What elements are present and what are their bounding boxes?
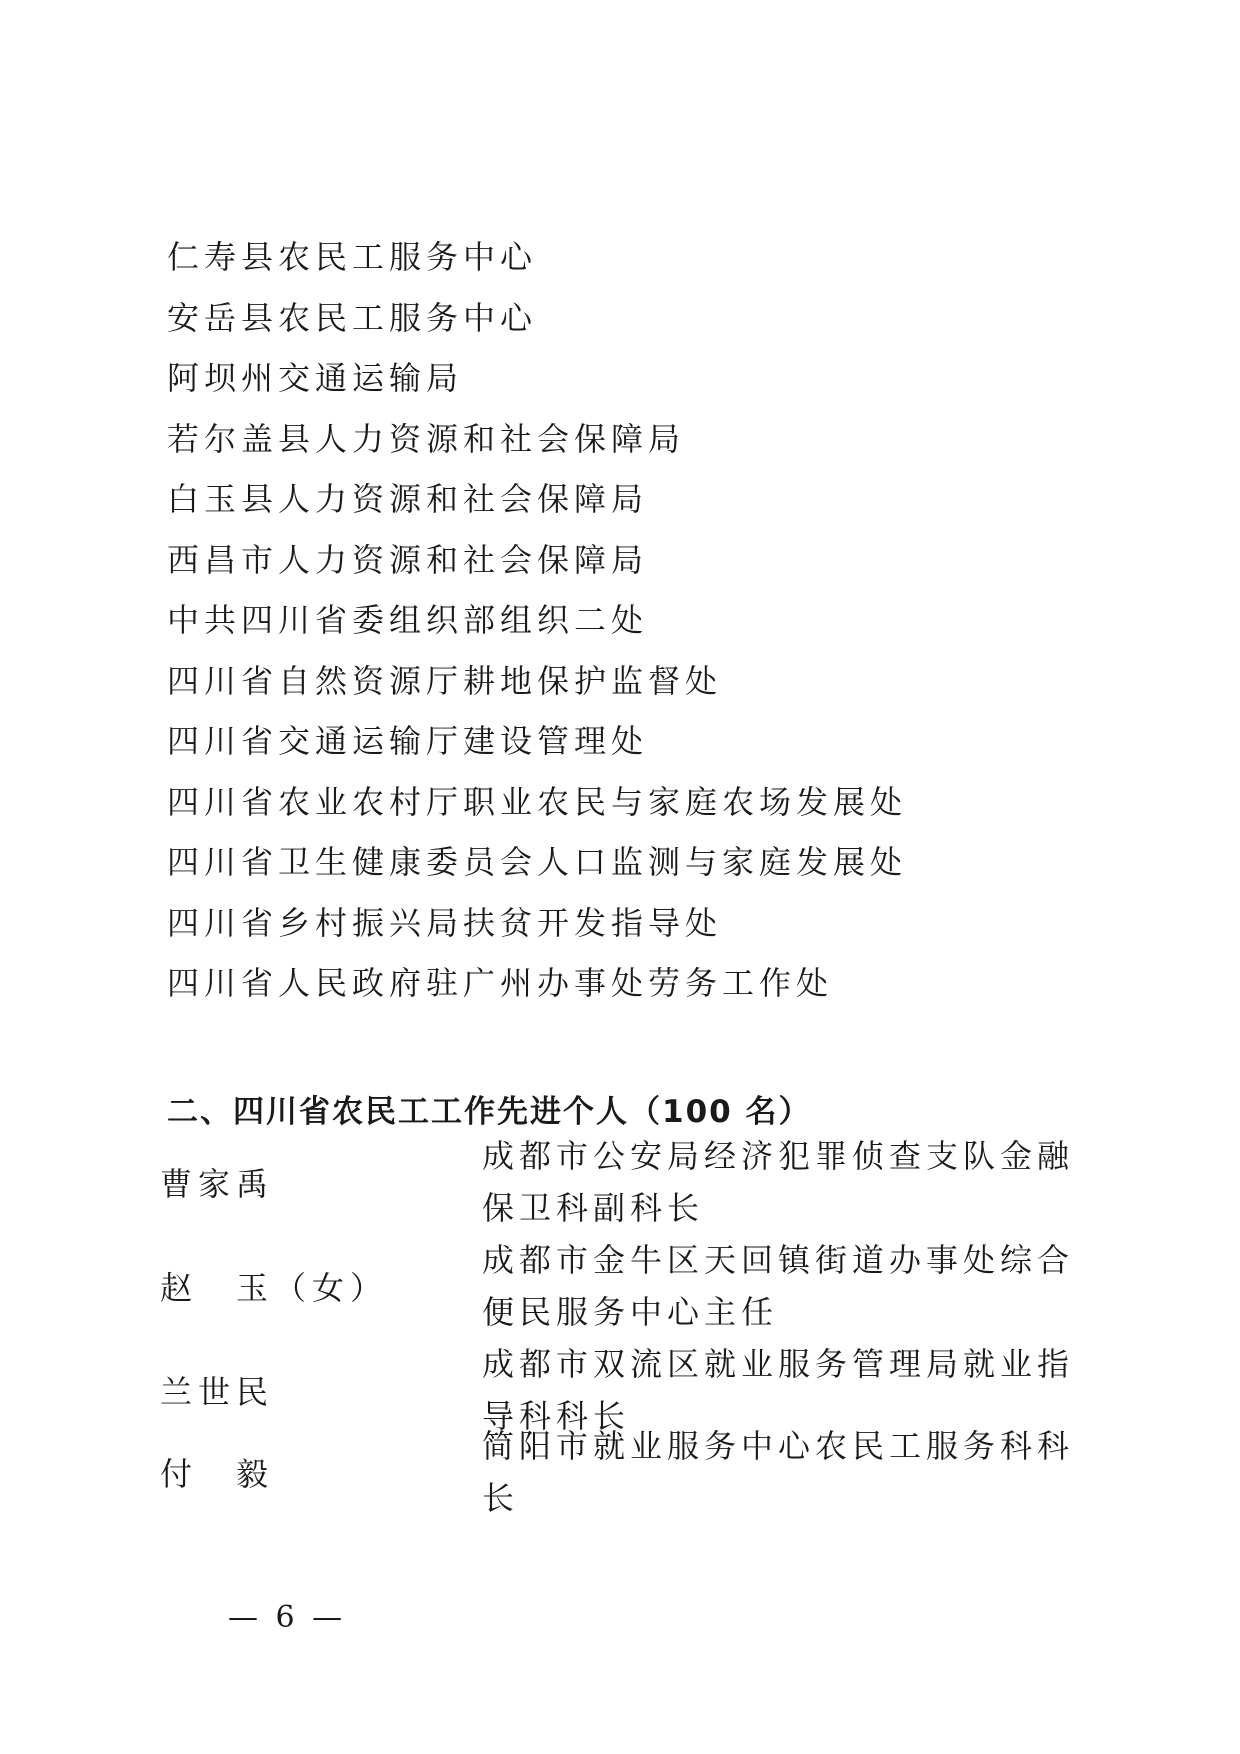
person-row [160,1234,1110,1338]
person-title: 成都市公安局经济犯罪侦查支队金融保卫科副科长 [482,1137,1075,1227]
org-item: 四川省人民政府驻广州办事处劳务工作处 [167,964,834,1002]
org-item: 四川省农业农村厅职业农民与家庭农场发展处 [167,782,908,821]
person-row [160,1130,1110,1234]
org-item: 四川省交通运输厅建设管理处 [167,722,649,760]
org-item: 西昌市人力资源和社会保障局 [167,540,649,579]
advanced-individuals-list [160,1130,1110,1517]
org-item: 四川省卫生健康委员会人口监测与家庭发展处 [167,843,908,881]
person-row [160,1427,1110,1517]
section-heading: 二、四川省农民工工作先进个人（100 名） [167,1094,812,1130]
person-title: 成都市金牛区天回镇街道办事处综合便民服务中心主任 [482,1241,1075,1331]
page-number: — 6 — [228,1600,347,1635]
person-title: 成都市双流区就业服务管理局就业指导科科长 [482,1345,1075,1435]
org-item: 中共四川省委组织部组织二处 [167,601,649,639]
org-item: 白玉县人力资源和社会保障局 [167,480,649,518]
person-title: 简阳市就业服务中心农民工服务科科长 [482,1427,1075,1517]
person-name: 兰世民 [160,1373,275,1411]
person-name: 付 毅 [160,1455,275,1493]
org-item: 四川省乡村振兴局扶贫开发指导处 [167,903,723,942]
organization-list [167,227,1167,1014]
person-name: 赵 玉（女） [160,1269,389,1307]
org-item: 安岳县农民工服务中心 [167,298,538,337]
org-item: 若尔盖县人力资源和社会保障局 [167,419,686,458]
person-name: 曹家禹 [160,1165,275,1203]
org-item: 四川省自然资源厅耕地保护监督处 [167,661,723,700]
org-item: 仁寿县农民工服务中心 [167,238,538,276]
org-item: 阿坝州交通运输局 [167,359,464,397]
